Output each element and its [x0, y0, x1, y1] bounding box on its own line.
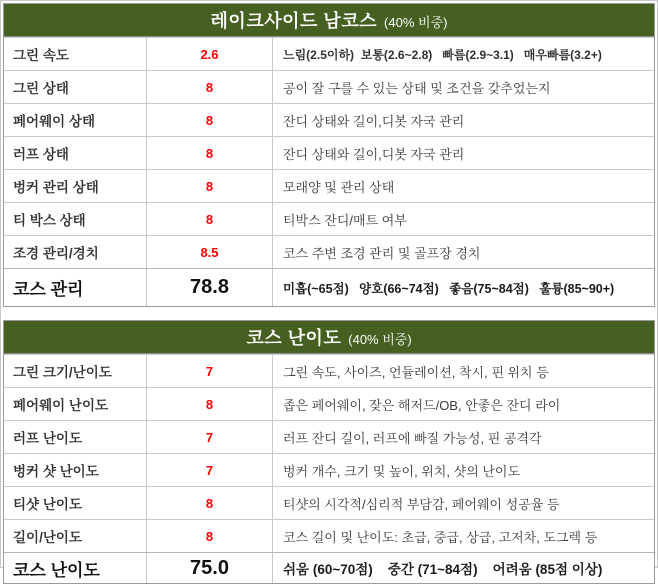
- table-header: [4, 321, 654, 354]
- table-row: [4, 70, 654, 103]
- score-value: 2.6: [146, 38, 273, 70]
- summary-row: [4, 268, 654, 306]
- criterion-description: 러프 잔디 길이, 러프에 빠질 가능성, 핀 공격각: [283, 430, 542, 446]
- table-row: [4, 202, 654, 235]
- table-row: [4, 354, 654, 387]
- score-value: 7: [146, 355, 273, 387]
- score-value: 8: [146, 487, 273, 519]
- score-value: 8: [146, 203, 273, 235]
- criterion-description: 그린 속도, 사이즈, 언듈레이션, 착시, 핀 위치 등: [283, 364, 549, 380]
- table-row: [4, 235, 654, 268]
- criterion-label: 길이/난이도: [13, 530, 82, 545]
- table-row: [4, 169, 654, 202]
- course-difficulty-table: [3, 320, 655, 584]
- weight-note: (40% 비중): [384, 14, 448, 30]
- criterion-description: 코스 길이 및 난이도: 초급, 중급, 상급, 고저차, 도그렉 등: [283, 529, 598, 545]
- criterion-label: 조경 관리/경치: [13, 246, 99, 261]
- score-value: 8: [146, 388, 273, 420]
- criterion-description: 티박스 잔디/매트 여부: [283, 212, 407, 228]
- summary-label: 코스 난이도: [13, 560, 100, 580]
- score-value: 8.5: [146, 236, 273, 268]
- criterion-description: 벙커 개수, 크기 및 높이, 위치, 샷의 난이도: [283, 463, 521, 479]
- criterion-description: 공이 잘 구를 수 있는 상태 및 조건을 갖추었는지: [283, 80, 551, 96]
- rating-scale: 쉬움 (60~70점) 중간 (71~84점) 어려움 (85점 이상): [283, 562, 603, 577]
- weight-note: (40% 비중): [348, 331, 412, 347]
- criterion-label: 티 박스 상태: [13, 213, 86, 228]
- criterion-label: 벙커 관리 상태: [13, 180, 99, 195]
- criterion-label: 그린 크기/난이도: [13, 365, 112, 380]
- criterion-description: 잔디 상태와 길이,디봇 자국 관리: [283, 113, 465, 129]
- criterion-label: 그린 상태: [13, 81, 69, 96]
- summary-score: 78.8: [146, 269, 273, 306]
- table-title: 코스 난이도: [246, 328, 342, 348]
- criterion-label: 페어웨이 상태: [13, 114, 95, 129]
- criterion-description: 모래양 및 관리 상태: [283, 179, 395, 195]
- criterion-label: 벙커 샷 난이도: [13, 464, 99, 479]
- score-value: 8: [146, 137, 273, 169]
- criterion-description: 코스 주변 조경 관리 및 골프장 경치: [283, 245, 481, 261]
- summary-label: 코스 관리: [13, 280, 84, 299]
- table-row: [4, 453, 654, 486]
- score-value: 8: [146, 170, 273, 202]
- criterion-description: 느림(2.5이하) 보통(2.6~2.8) 빠름(2.9~3.1) 매우빠름(3.2+): [283, 47, 602, 62]
- criterion-label: 그린 속도: [13, 48, 69, 63]
- score-value: 8: [146, 520, 273, 552]
- criterion-description: 좁은 페어웨이, 잦은 해저드/OB, 안좋은 잔디 라이: [283, 397, 561, 413]
- table-row: [4, 519, 654, 552]
- rating-scale: 미흡(~65점) 양호(66~74점) 좋음(75~84점) 훌륭(85~90+): [283, 281, 615, 296]
- criterion-label: 러프 상태: [13, 147, 69, 162]
- summary-score: 75.0: [146, 553, 273, 583]
- table-title: 레이크사이드 남코스: [210, 11, 378, 31]
- criterion-label: 페어웨이 난이도: [13, 398, 109, 413]
- score-value: 8: [146, 71, 273, 103]
- criterion-label: 러프 난이도: [13, 431, 82, 446]
- table-row: [4, 136, 654, 169]
- table-header: [4, 4, 654, 37]
- summary-row: [4, 552, 654, 583]
- criterion-label: 티샷 난이도: [13, 497, 82, 512]
- criterion-description: 잔디 상태와 길이,디봇 자국 관리: [283, 146, 465, 162]
- table-row: [4, 420, 654, 453]
- criterion-description: 티샷의 시각적/심리적 부담감, 페어웨이 성공율 등: [283, 496, 560, 512]
- course-management-table: [3, 3, 655, 307]
- table-row: [4, 387, 654, 420]
- score-value: 8: [146, 104, 273, 136]
- table-row: [4, 486, 654, 519]
- score-value: 7: [146, 454, 273, 486]
- table-row: [4, 103, 654, 136]
- table-row: [4, 37, 654, 70]
- score-value: 7: [146, 421, 273, 453]
